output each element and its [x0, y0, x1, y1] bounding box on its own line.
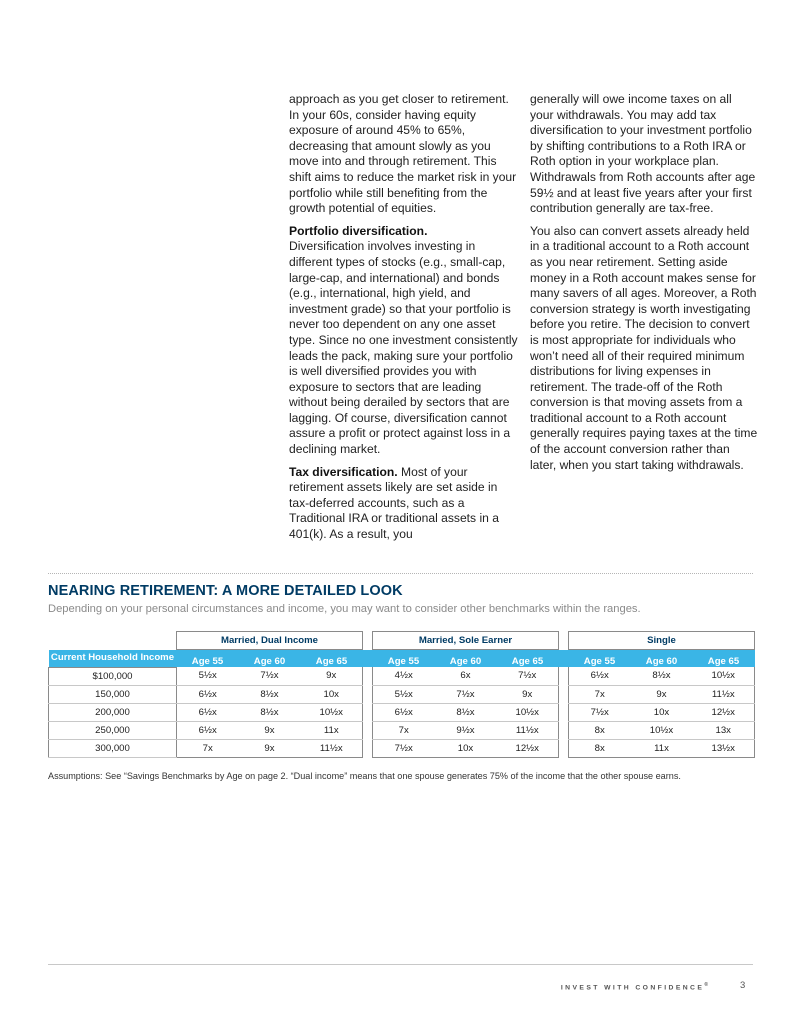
value-cell: 10x — [631, 703, 693, 721]
value-cell: 8x — [569, 721, 631, 739]
value-cell: 13½x — [693, 739, 755, 757]
value-cell: 9x — [239, 739, 301, 757]
value-cell: 7x — [177, 739, 239, 757]
value-cell: 7½x — [435, 685, 497, 703]
group-married-dual-income: Married, Dual Income — [177, 632, 363, 650]
footer-tagline — [561, 982, 708, 991]
value-cell: 9½x — [435, 721, 497, 739]
section-title: NEARING RETIREMENT: A MORE DETAILED LOOK — [48, 583, 403, 599]
right-text-column — [530, 92, 758, 480]
page-number: 3 — [740, 980, 746, 991]
income-cell: 300,000 — [49, 739, 177, 757]
value-cell: 5½x — [177, 667, 239, 685]
text-portfolio-diversification: Diversification involves investing in different types of stocks (e.g., small-cap, large-cap, and international) and bonds (e.g., international, high yield, and investment grade) so that your portfolio is never too dependent on any one asset type. Since no one investment consistently leads the pack, making sure your portfolio is well diversified provides you with exposure to sectors that are leading without being derailed by sectors that are lagging. Of course, diversification cannot assure a profit or protect against loss in a declining market. — [289, 239, 518, 457]
value-cell: 9x — [301, 667, 363, 685]
income-cell: 250,000 — [49, 721, 177, 739]
table-row — [49, 667, 755, 685]
income-cell: 200,000 — [49, 703, 177, 721]
col-header-sole-age-60: Age 60 — [435, 650, 497, 668]
value-cell: 9x — [631, 685, 693, 703]
value-cell: 12½x — [497, 739, 559, 757]
table-row — [49, 721, 755, 739]
paragraph-equity-exposure: approach as you get closer to retirement. In your 60s, consider having equity exposure of around 45% to 65%, decreasing that amount slowly as you move into and through retirement. This shift aims to reduce the market risk in your portfolio while still benefiting from the growth potential of equities. — [289, 92, 517, 216]
assumptions-note: Assumptions: See “Savings Benchmarks by Age on page 2. “Dual income” means that one spouse generates 75% of the income that the other spouse earns. — [48, 771, 681, 781]
paragraph-roth-conversion: You also can convert assets already held in a traditional account to a Roth account as you near retirement. Setting aside money in a Roth account makes sense for many savers of all ages. Moreover, a Roth conversion strategy is worth investigating before you retire. The decision to convert is most appropriate for individuals who won’t need all of their required minimum distributions for living expenses in retirement. The trade-off of the Roth conversion is that moving assets from a traditional account to a Roth account generally requires paying taxes at the time of the account conversion rather than later, when you start taking withdrawals. — [530, 223, 758, 472]
col-header-single-age-60: Age 60 — [631, 650, 693, 668]
table-row — [49, 739, 755, 757]
value-cell: 6x — [435, 667, 497, 685]
group-married-sole-earner: Married, Sole Earner — [373, 632, 559, 650]
value-cell: 9x — [239, 721, 301, 739]
savings-benchmark-table — [48, 631, 755, 758]
value-cell: 10½x — [693, 667, 755, 685]
paragraph-portfolio-diversification — [289, 224, 519, 458]
value-cell: 11x — [631, 739, 693, 757]
value-cell: 7x — [373, 721, 435, 739]
value-cell: 6½x — [569, 667, 631, 685]
group-header-row — [49, 632, 755, 650]
value-cell: 4½x — [373, 667, 435, 685]
value-cell: 10½x — [631, 721, 693, 739]
col-header-single-age-65: Age 65 — [693, 650, 755, 668]
value-cell: 8½x — [631, 667, 693, 685]
value-cell: 7½x — [497, 667, 559, 685]
income-cell: 150,000 — [49, 685, 177, 703]
value-cell: 11½x — [301, 739, 363, 757]
paragraph-tax-diversification — [289, 465, 519, 543]
value-cell: 7½x — [239, 667, 301, 685]
row-header-income: Current Household Income — [49, 650, 177, 668]
value-cell: 5½x — [373, 685, 435, 703]
section-divider — [48, 573, 753, 574]
col-header-dual-age-60: Age 60 — [239, 650, 301, 668]
col-header-dual-age-65: Age 65 — [301, 650, 363, 668]
heading-portfolio-diversification: Portfolio diversification. — [289, 223, 428, 238]
value-cell: 13x — [693, 721, 755, 739]
col-header-sole-age-55: Age 55 — [373, 650, 435, 668]
col-header-single-age-55: Age 55 — [569, 650, 631, 668]
income-cell: $100,000 — [49, 667, 177, 685]
table-row — [49, 685, 755, 703]
value-cell: 6½x — [177, 685, 239, 703]
value-cell: 10½x — [497, 703, 559, 721]
value-cell: 10x — [435, 739, 497, 757]
registered-mark: ® — [704, 982, 708, 988]
value-cell: 11½x — [497, 721, 559, 739]
value-cell: 11x — [301, 721, 363, 739]
section-subtitle: Depending on your personal circumstances and income, you may want to consider other benchmarks within the ranges. — [48, 603, 641, 615]
value-cell: 7½x — [373, 739, 435, 757]
value-cell: 8½x — [239, 703, 301, 721]
value-cell: 9x — [497, 685, 559, 703]
group-single: Single — [569, 632, 755, 650]
footer-tagline-text: INVEST WITH CONFIDENCE — [560, 984, 705, 992]
value-cell: 12½x — [693, 703, 755, 721]
value-cell: 8½x — [435, 703, 497, 721]
col-header-dual-age-55: Age 55 — [177, 650, 239, 668]
left-text-column — [289, 92, 519, 550]
value-cell: 6½x — [177, 721, 239, 739]
text-tax-diversification: Most of your retirement assets likely are set aside in tax-deferred accounts, such as a Traditional IRA or traditional assets in a 401(k). As a result, you — [289, 464, 499, 542]
value-cell: 6½x — [177, 703, 239, 721]
paragraph-roth-withdrawals: generally will owe income taxes on all your withdrawals. You may add tax diversification to your investment portfolio by shifting contributions to a Roth IRA or Roth option in your workplace plan. Withdrawals from Roth accounts after age 59½ and at least five years after your first contribution generally are tax-free. — [530, 92, 756, 216]
value-cell: 8x — [569, 739, 631, 757]
value-cell: 6½x — [373, 703, 435, 721]
value-cell: 11½x — [693, 685, 755, 703]
table-row — [49, 703, 755, 721]
footer-divider — [48, 964, 753, 965]
heading-tax-diversification: Tax diversification. — [289, 464, 398, 479]
value-cell: 8½x — [239, 685, 301, 703]
value-cell: 7½x — [569, 703, 631, 721]
col-header-sole-age-65: Age 65 — [497, 650, 559, 668]
value-cell: 10½x — [301, 703, 363, 721]
column-header-row — [49, 650, 755, 668]
value-cell: 10x — [301, 685, 363, 703]
value-cell: 7x — [569, 685, 631, 703]
